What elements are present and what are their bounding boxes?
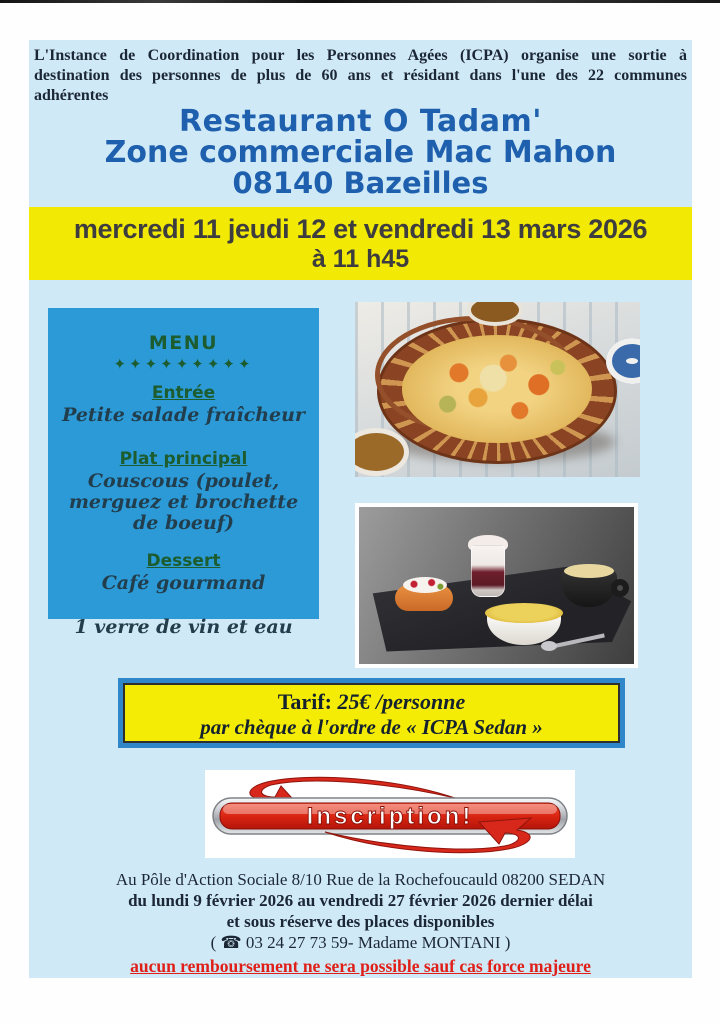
availability-line: et sous réserve des places disponibles: [226, 912, 495, 931]
pastry-cream: [403, 577, 447, 593]
tarif-box: [118, 678, 625, 748]
dates-banner: [29, 207, 692, 280]
inscription-button-label: Inscription!: [306, 803, 474, 830]
payment-line: par chèque à l'ordre de « ICPA Sedan »: [200, 715, 543, 739]
verrine-glass: [471, 545, 505, 597]
menu-box: [48, 308, 319, 638]
tarif-line: [123, 689, 620, 715]
flyer-content-area: [29, 40, 692, 978]
address-line: Au Pôle d'Action Sociale 8/10 Rue de la Rochefoucauld 08200 SEDAN: [115, 870, 606, 889]
couscous-mound: [402, 335, 592, 443]
cafe-gourmand-photo: [355, 503, 638, 668]
spoon-head: [541, 641, 557, 651]
plat-principal-dish: Couscous (poulet, merguez et brochette de boeuf): [68, 470, 299, 534]
dates-line: mercredi 11 jeudi 12 et vendredi 13 mars 2026: [73, 214, 648, 244]
creme-brulee-top: [485, 603, 563, 623]
drinks-line: 1 verre de vin et eau: [74, 616, 293, 638]
entree-label: Entrée: [151, 383, 216, 403]
cup-handle: [611, 579, 629, 597]
star-divider-icon: ✦✦✦✦✦✦✦✦✦: [113, 355, 254, 373]
inscription-clipart: [205, 770, 575, 858]
refund-notice: aucun remboursement ne sera possible sauf cas force majeure: [130, 956, 591, 976]
restaurant-name: Restaurant O Tadam': [179, 104, 542, 139]
tarif-label: Tarif:: [277, 689, 332, 714]
phone-line: ( ☎ 03 24 27 73 59- Madame MONTANI ): [210, 933, 511, 952]
scan-edge-artifact: [0, 0, 720, 3]
restaurant-city: 08140 Bazeilles: [232, 166, 489, 200]
inscription-button-graphic: [205, 770, 575, 858]
dessert-label: Dessert: [146, 551, 221, 571]
dessert-dish: Café gourmand: [101, 572, 266, 594]
restaurant-zone: Zone commerciale Mac Mahon: [104, 135, 617, 170]
menu-heading: MENU: [148, 332, 219, 354]
entree-dish: Petite salade fraîcheur: [62, 404, 305, 426]
time-line: à 11 h45: [311, 245, 410, 273]
couscous-photo: [355, 302, 640, 477]
espresso-crema: [564, 564, 614, 578]
tarif-value: 25€ /personne: [331, 689, 466, 714]
restaurant-title-block: [29, 106, 692, 199]
intro-paragraph: L'Instance de Coordination pour les Personnes Agées (ICPA) organise une sortie à destination des personnes de plus de 60 ans et résidant dans l'une des 22 communes adhérentes: [34, 47, 687, 105]
footer-block: [29, 869, 692, 977]
plat-principal-label: Plat principal: [119, 449, 248, 469]
deadline-line: du lundi 9 février 2026 au vendredi 27 février 2026 dernier délai: [128, 891, 593, 910]
